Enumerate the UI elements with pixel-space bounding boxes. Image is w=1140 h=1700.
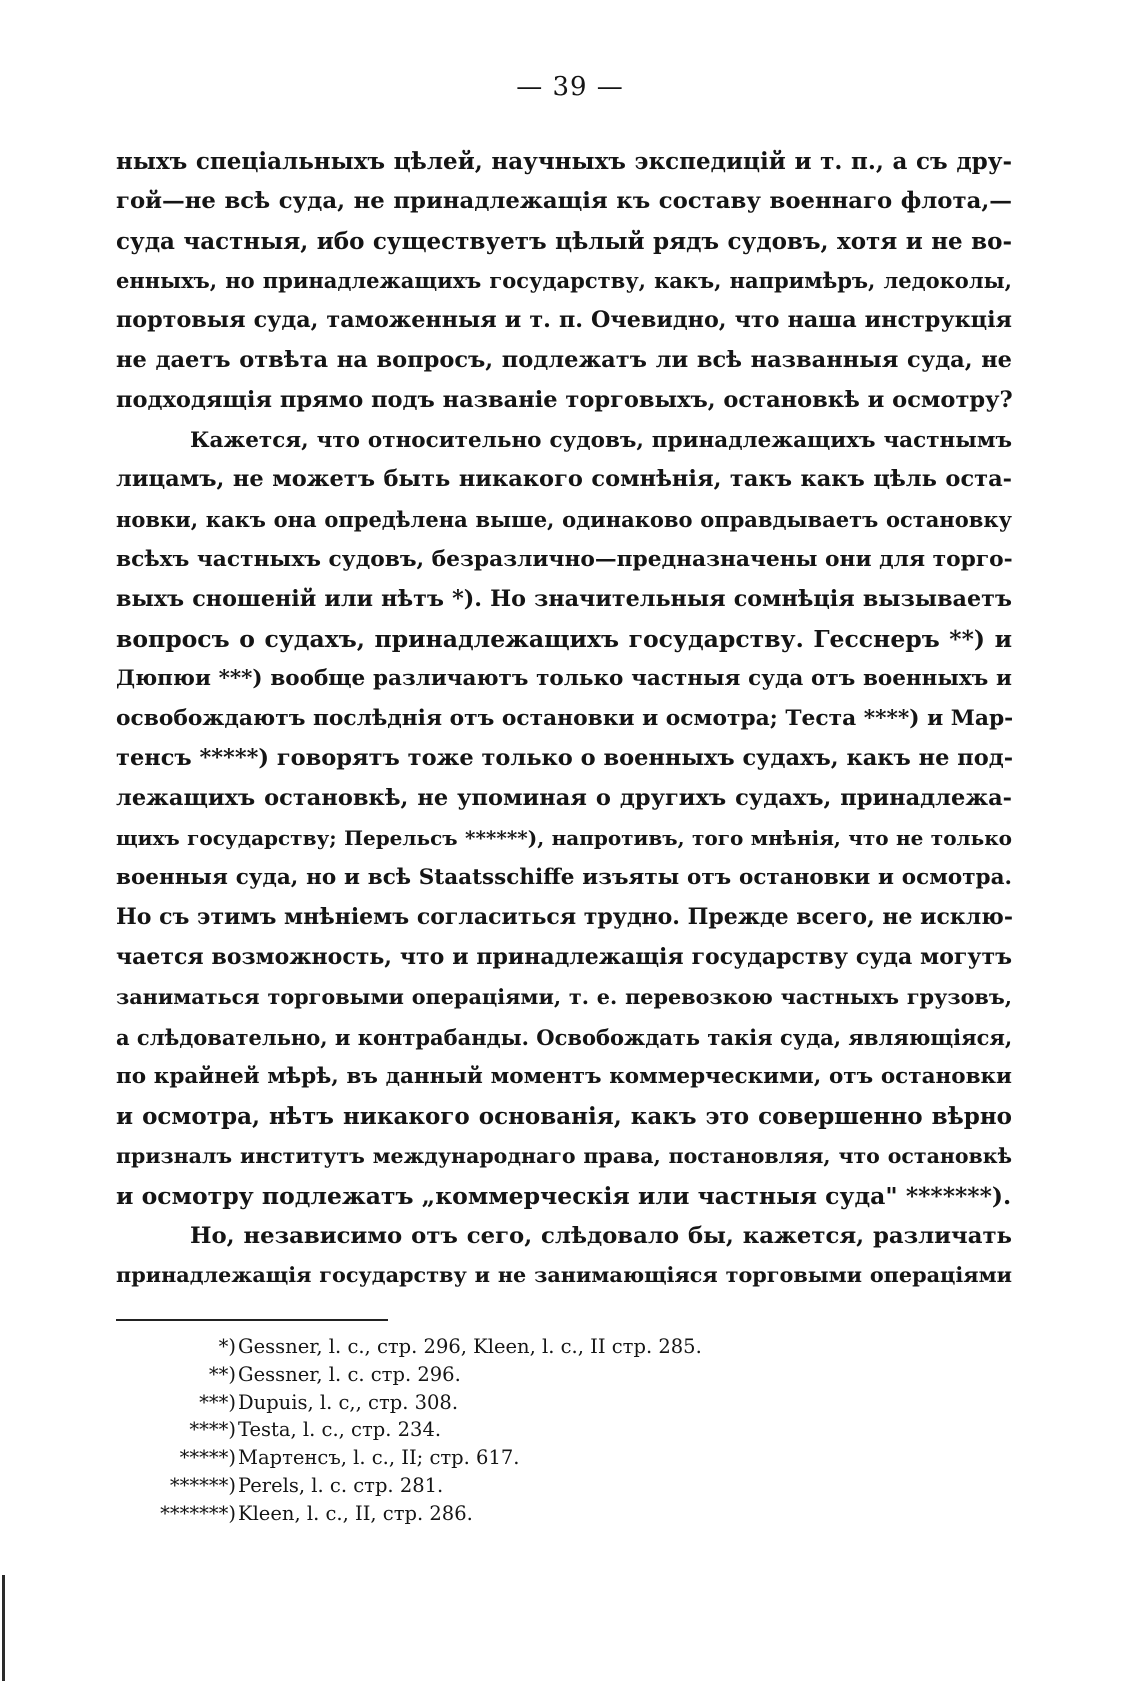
paragraph-start-line: Кажется, что относительно судовъ, принадлежащихъ частнымъ [190,427,1012,453]
text-line: гой—не всѣ суда, не принадлежащія къ составу военнаго флота,— [116,187,1012,214]
footnote-text: Dupuis, l. c,, стр. 308. [238,1390,459,1414]
text-line: и осмотра, нѣтъ никакого основанія, какъ это совершенно вѣрно [116,1103,1012,1131]
text-line: чается возможность, что и принадлежащія государству суда могутъ [116,943,1012,970]
text-line: принадлежащія государству и не занимающіяся торговыми операціями [116,1263,1012,1288]
text-line: военныя суда, но и всѣ Staatsschiffe изъяты отъ остановки и осмотра. [116,865,1012,891]
footnote-mark: *****) [179,1446,236,1470]
text-line: подходящія прямо подъ названіе торговыхъ, остановкѣ и осмотру? [116,386,1013,413]
text-line: освобождаютъ послѣднія отъ остановки и осмотра; Теста ****) и Мар- [116,706,1014,732]
text-line: щихъ государству; Перельсъ ******), напротивъ, того мнѣнія, что не только [116,825,1012,850]
paragraph-start-line: Но, независимо отъ сего, слѣдовало бы, кажется, различать [190,1222,1012,1249]
text-line: лицамъ, не можетъ быть никакого сомнѣнія, такъ какъ цѣль оста- [116,466,1012,493]
footnote [110,1444,810,1472]
text-line: Но съ этимъ мнѣніемъ согласиться трудно. Прежде всего, не исклю- [116,904,1013,931]
text-line: всѣхъ частныхъ судовъ, безразлично—предназначены они для торго- [116,546,1013,572]
text-line: и осмотру подлежатъ „коммерческія или частныя суда" *******). [116,1181,1012,1210]
text-line: вопросъ о судахъ, принадлежащихъ государству. Гесснеръ **) и [116,624,1012,653]
footnote [110,1333,810,1361]
text-line: суда частныя, ибо существуетъ цѣлый рядъ судовъ, хотя и не во- [116,227,1012,255]
footnote-mark: ****) [189,1418,236,1442]
text-line: новки, какъ она опредѣлена выше, одинаково оправдываетъ остановку [116,507,1012,533]
text-line: призналъ институтъ международнаго права, постановляя, что остановкѣ [116,1143,1012,1168]
footnote-text: Perels, l. c. стр. 281. [238,1473,444,1497]
scan-margin-mark [2,1575,5,1681]
footnote [110,1500,810,1528]
footnote-text: Gessner, l. c. стр. 296. [238,1362,461,1386]
text-line: тенсъ *****) говорятъ тоже только о военныхъ судахъ, какъ не под- [116,744,1014,771]
footnote [110,1416,810,1444]
footnote-mark: ***) [199,1390,236,1414]
text-line: портовыя суда, таможенныя и т. п. Очевидно, что наша инструкція [116,307,1012,334]
text-line: енныхъ, но принадлежащихъ государству, какъ, напримѣръ, ледоколы, [116,268,1012,294]
text-line: а слѣдовательно, и контрабанды. Освобождать такія суда, являющіяся, [116,1024,1013,1050]
page-number: — 39 — [516,72,624,102]
body-text [116,142,1012,1296]
text-line: выхъ сношеній или нѣтъ *). Но значительныя сомнѣція вызываетъ [116,585,1012,612]
footnote [110,1472,810,1500]
text-line: по крайней мѣрѣ, въ данный моментъ коммерческими, отъ остановки [116,1064,1012,1090]
footnote-mark: ******) [169,1473,236,1497]
footnote-text: Testa, l. c., стр. 234. [238,1418,442,1442]
text-line: не даетъ отвѣта на вопросъ, подлежатъ ли всѣ названныя суда, не [116,346,1012,373]
footnote-separator [116,1319,388,1321]
footnote-mark: *) [218,1335,236,1358]
footnote [110,1389,810,1417]
text-line: ныхъ спеціальныхъ цѣлей, научныхъ экспедицій и т. п., а съ дру- [116,148,1012,175]
footnote-text: Kleen, l. c., II, стр. 286. [238,1501,473,1525]
footnote-mark: *******) [160,1501,236,1525]
footnote-text: Gessner, l. c., стр. 296, Kleen, l. c., II стр. 285. [238,1335,702,1358]
footnote-text: Мартенсъ, l. c., II; стр. 617. [238,1446,520,1470]
text-line: заниматься торговыми операціями, т. е. перевозкою частныхъ грузовъ, [116,984,1012,1009]
footnotes [110,1333,810,1528]
footnote-mark: **) [208,1362,236,1386]
text-line: Дюпюи ***) вообще различаютъ только частныя суда отъ военныхъ и [116,666,1012,692]
text-line: лежащихъ остановкѣ, не упоминая о другихъ судахъ, принадлежа- [116,784,1012,811]
footnote [110,1361,810,1389]
